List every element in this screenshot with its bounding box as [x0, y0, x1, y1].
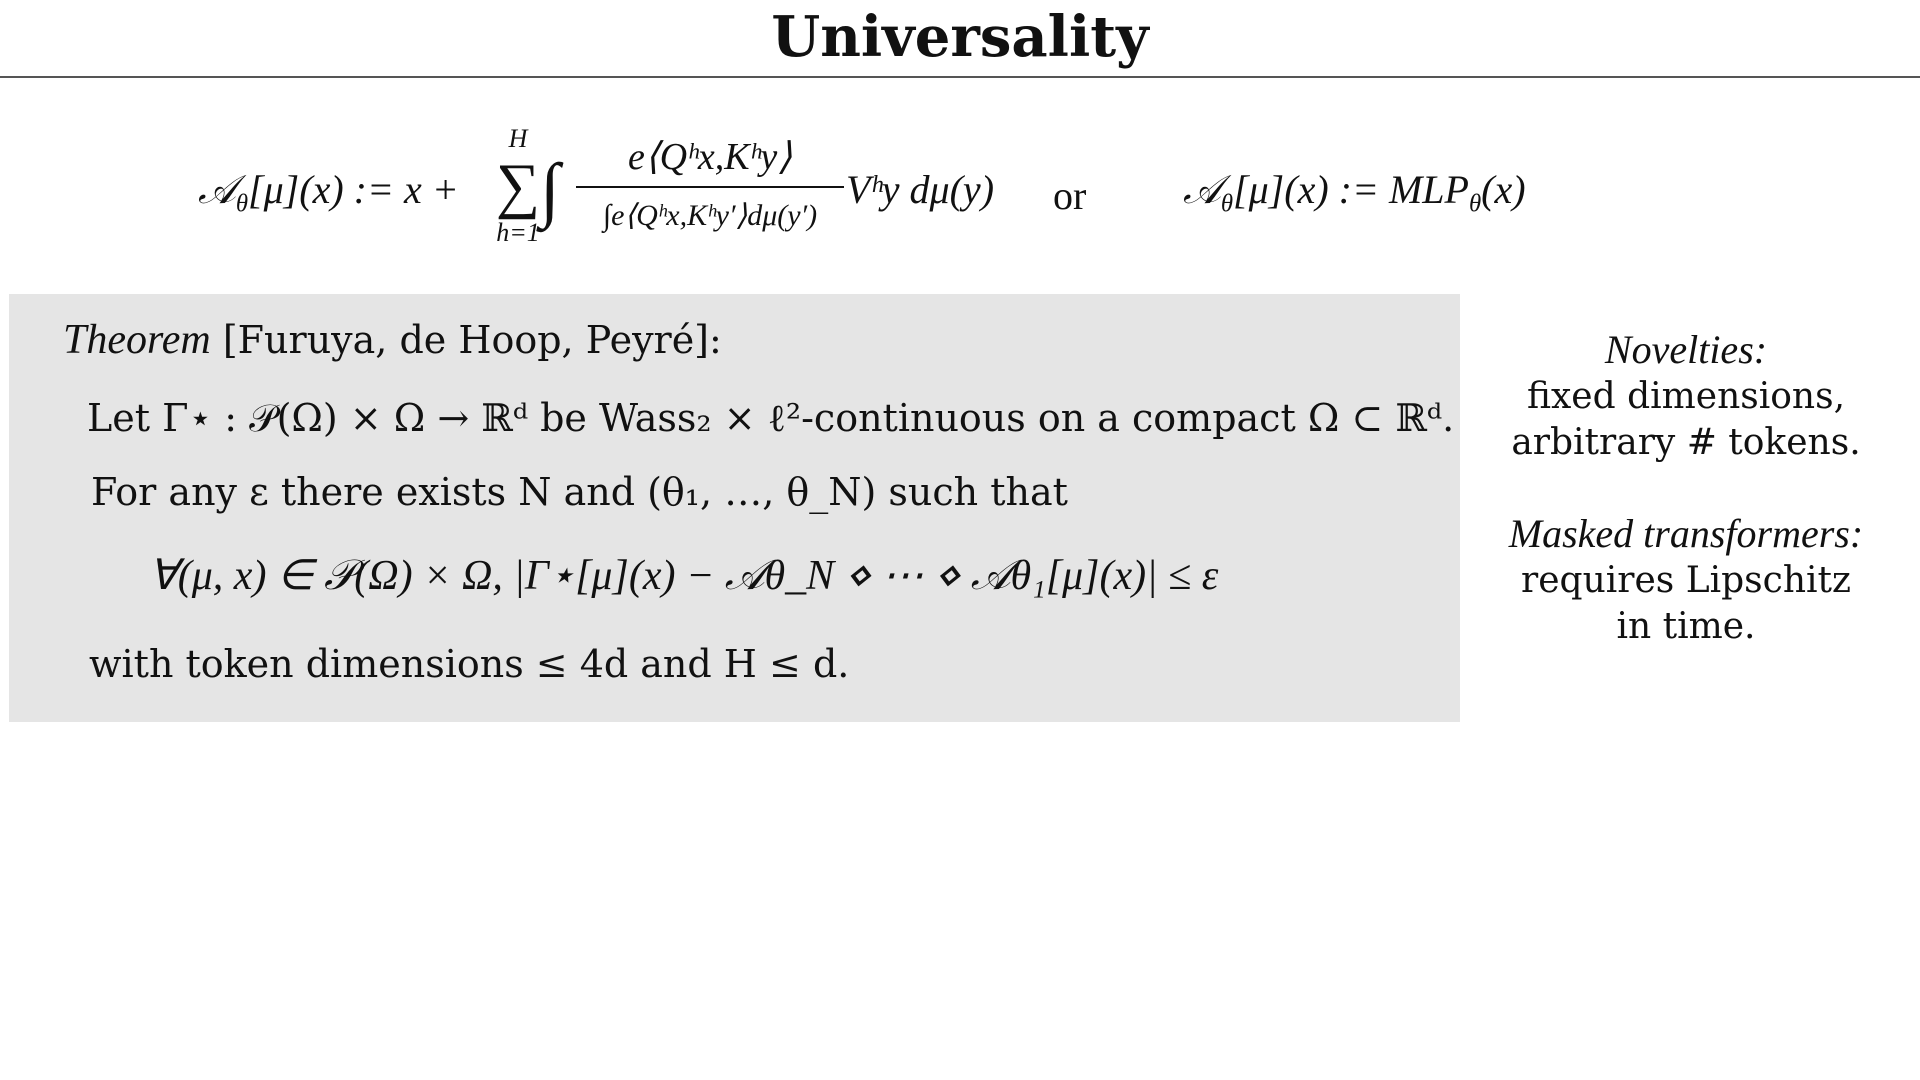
formula-lhs: 𝒜$_\theta$[μ](x) := x +: [198, 167, 459, 218]
title-divider: [0, 76, 1920, 78]
theorem-statement-line-2: For any ε there exists N and (θ₁, …, θ_N) such that: [91, 470, 1068, 514]
masked-line-2: in time.: [1616, 606, 1756, 647]
theorem-box: [9, 294, 1460, 722]
theorem-statement-line-4: with token dimensions ≤ 4d and H ≤ d.: [89, 642, 850, 686]
formula-tail: Vʰy dμ(y): [846, 167, 995, 212]
slide-title: Universality: [771, 4, 1149, 70]
novelties-line-1: fixed dimensions,: [1526, 376, 1846, 417]
theorem-attribution: [Furuya, de Hoop, Peyré]:: [222, 318, 722, 362]
sum-upper-limit: H: [508, 124, 528, 153]
fraction-bar: [576, 186, 844, 188]
softmax-fraction: [576, 128, 844, 242]
theorem-statement-line-1: Let Γ⋆ : 𝒫(Ω) × Ω → ℝᵈ be Wass₂ × ℓ²-continuous on a compact Ω ⊂ ℝᵈ.: [87, 396, 1455, 440]
masked-transformers-heading: Masked transformers:: [1508, 511, 1864, 556]
side-notes: [1486, 326, 1886, 650]
novelties-line-2: arbitrary # tokens.: [1511, 422, 1861, 463]
theorem-approximation-inequality: ∀(μ, x) ∈ 𝒫(Ω) × Ω, |Γ⋆[μ](x) − 𝒜θ_N ⋄ ⋯ ⋄ 𝒜θ₁[μ](x)| ≤ ε: [149, 553, 1219, 599]
integral-sign: ∫: [540, 149, 560, 229]
masked-line-1: requires Lipschitz: [1521, 560, 1851, 601]
novelties-heading: Novelties:: [1604, 327, 1768, 372]
sum-symbol: ∑: [495, 152, 541, 220]
mlp-formula: 𝒜$_\theta$[μ](x) := $MLP_\theta(x)$: [1183, 167, 1526, 218]
theorem-heading: [63, 316, 722, 364]
theorem-label: Theorem: [63, 317, 211, 363]
sum-lower-limit: h=1: [496, 218, 540, 247]
formula-or: or: [1053, 173, 1087, 218]
fraction-numerator: e⟨Qʰx,Kʰy⟩: [627, 136, 793, 178]
fraction-denominator: ∫e⟨Qʰx,Kʰy′⟩dμ(y′): [602, 199, 818, 232]
